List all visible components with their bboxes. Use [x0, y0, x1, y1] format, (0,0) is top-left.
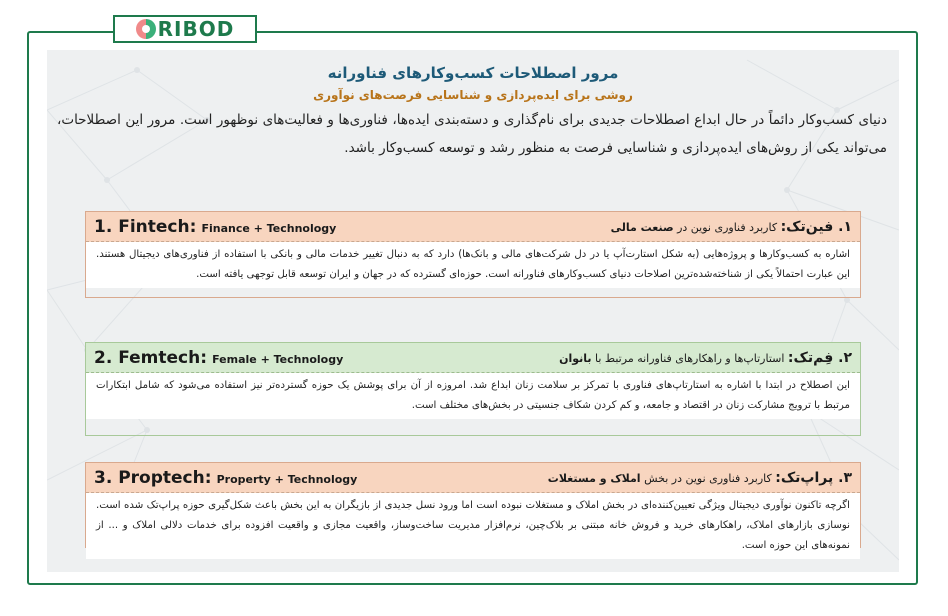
section-femtech: [85, 342, 861, 436]
section-en-expansion: Finance + Technology: [201, 221, 337, 235]
section-persian-title: [559, 350, 852, 366]
section-header: [86, 343, 860, 373]
section-persian-title: [611, 219, 852, 235]
section-en-expansion: Female + Technology: [212, 352, 344, 366]
section-body: اشاره به کسب‌وکارها و پروژه‌هایی (به شکل استارت‌آپ یا در دل شرکت‌های مالی و بانک‌ها) دارد که به دنبال تغییر خدمات مالی و بانکی با استفاده از فناوری‌های دیجیتال هستند. این عبارت احتمالاً یکی از شناخته‌شده‌ترین اصلاحات دنیای کسب‌وکارهای فناورانه است. حوزه‌ای گسترده که در جهان و ایران توسعه قابل توجهی یافته است.: [86, 242, 860, 288]
logo: [113, 15, 257, 43]
section-english-title: [94, 348, 343, 368]
section-fa-area: املاک و مستغلات: [547, 471, 641, 485]
section-fa-number: ۲. فِم‌تک:: [787, 349, 852, 366]
logo-mark-icon: [136, 19, 156, 39]
section-fa-desc: کاربرد فناوری نوین در بخش: [644, 471, 772, 485]
section-fa-desc: کاربرد فناوری نوین در: [677, 220, 778, 234]
section-en-expansion: Property + Technology: [216, 472, 358, 486]
section-persian-title: [548, 470, 852, 486]
section-en-title: 1. Fintech:: [94, 216, 197, 237]
section-header: [86, 212, 860, 242]
logo-text: RIBOD: [157, 17, 235, 41]
section-fa-area: بانوان: [559, 351, 592, 365]
section-body: این اصطلاح در ابتدا با اشاره به استارتاپ‌های فناوری با تمرکز بر سلامت زنان ابداع شد. امروزه از آن برای پوشش یک حوزه گسترده‌تر نیز استفاده می‌شود که شامل ابتکارات مرتبط با ترویج مشارکت زنان در اقتصاد و جامعه، و کم کردن شکاف جنسیتی در بخش‌های مختلف است.: [86, 373, 860, 419]
intro-paragraph: دنیای کسب‌وکار دائماً در حال ابداع اصطلاحات جدیدی برای نام‌گذاری و دسته‌بندی ایده‌ها، فناوری‌ها و فعالیت‌های نوظهور است. مرور این اصطلاحات، می‌تواند یکی از روش‌های ایده‌پردازی و شناسایی فرصت به منظور رشد و توسعه کسب‌وکار باشد.: [57, 112, 887, 156]
section-proptech: [85, 462, 861, 551]
section-fintech: [85, 211, 861, 298]
content-panel: [47, 50, 899, 572]
page-title: مرور اصطلاحات کسب‌وکارهای فناورانه: [327, 64, 619, 82]
section-body: اگرچه تاکنون نوآوری دیجیتال ویژگی تعیین‌کننده‌ای در بخش املاک و مستغلات نبوده است اما ورود نسل جدیدی از بازیگران به این بخش باعث شکل‌گیری حوزه پراپ‌تک شده است. نوسازی بازارهای املاک، راهکارهای خرید و فروش خانه مبتنی بر بلاک‌چین، نرم‌افزار مدیریت ساخت‌وساز، واقعیت مجازی و واقعیت افزوده برای خدمات دلالی املاک و ... از نمونه‌های این حوزه است.: [86, 493, 860, 559]
section-fa-desc: استارتاپ‌ها و راهکارهای فناورانه مرتبط با: [595, 351, 785, 365]
section-en-title: 3. Proptech:: [94, 467, 212, 488]
section-fa-area: صنعت مالی: [610, 220, 674, 234]
section-english-title: [94, 468, 357, 488]
section-header: [86, 463, 860, 493]
section-fa-number: ۱. فین‌تک:: [780, 218, 852, 235]
section-fa-number: ۳. پراپ‌تک:: [775, 469, 852, 486]
page-subtitle: روشی برای ایده‌پردازی و شناسایی فرصت‌های نوآوری: [313, 88, 633, 102]
section-en-title: 2. Femtech:: [94, 347, 208, 368]
section-english-title: [94, 217, 336, 237]
